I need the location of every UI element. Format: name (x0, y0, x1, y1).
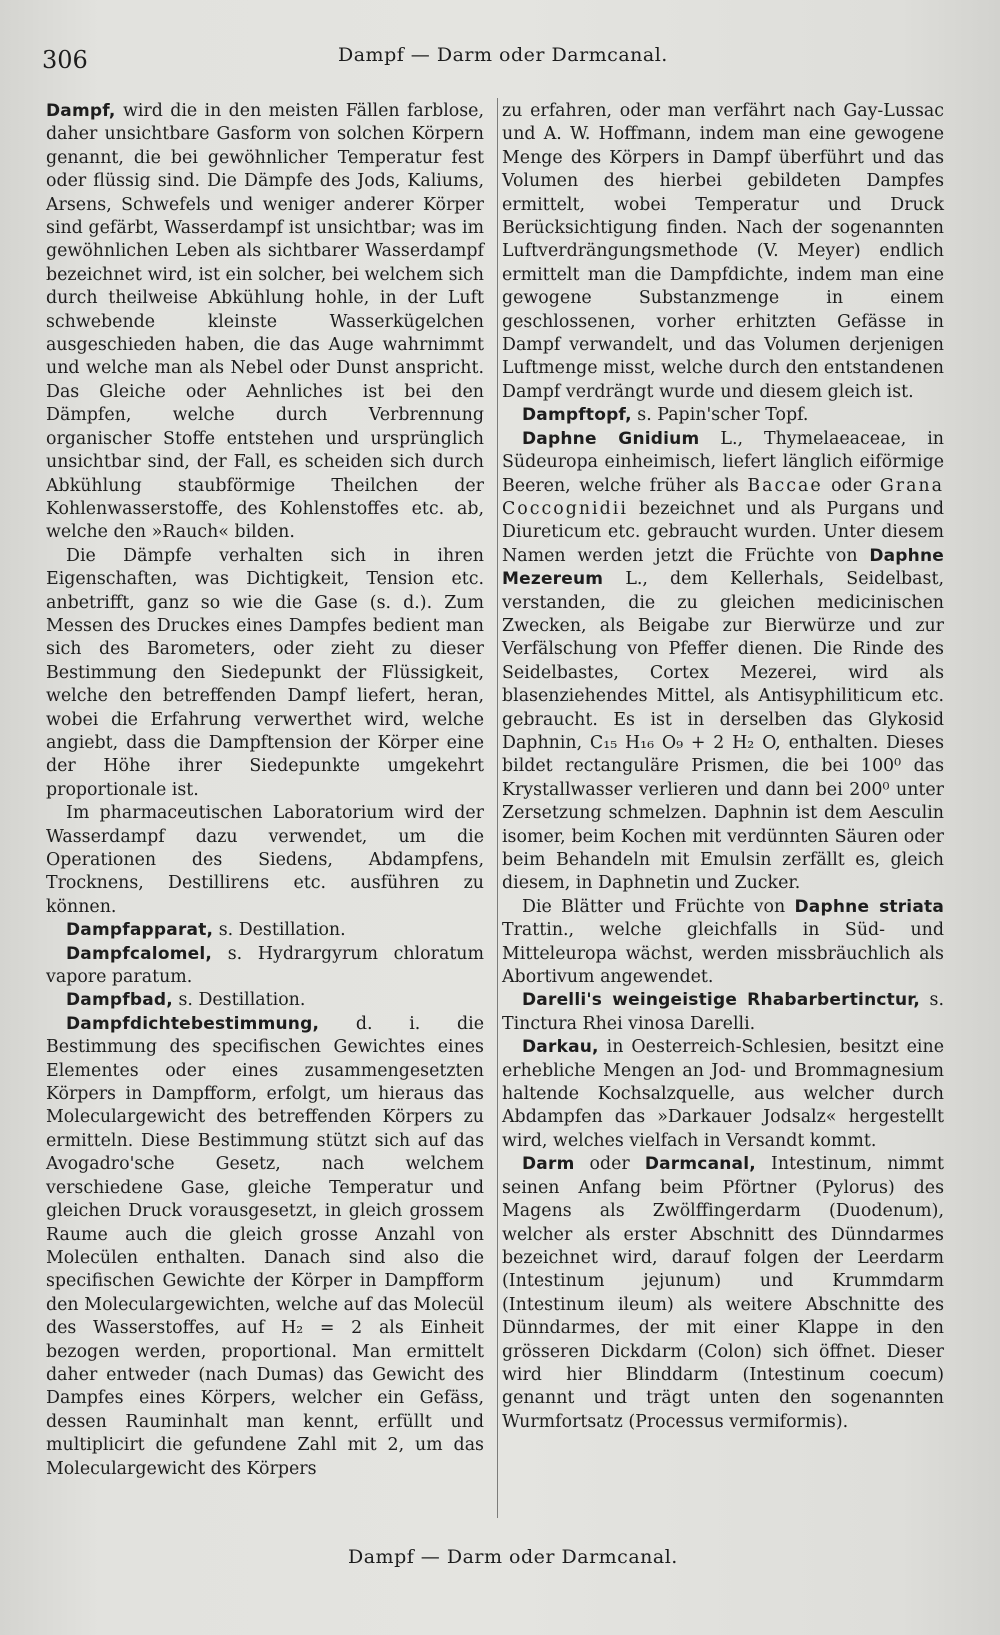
entry-text: s. Tinctura Rhei vinosa Darelli. (502, 990, 945, 1034)
entry-dampfcalomel (46, 943, 484, 990)
headword: Daphne striata (794, 896, 944, 917)
headword: Dampfbad, (66, 990, 173, 1011)
headword: Dampf, (46, 101, 116, 121)
headword: Daphne Gnidium (522, 428, 700, 449)
entry-daphne-gnidium (502, 428, 944, 896)
entry-dampfbad (46, 989, 484, 1012)
page-number: 306 (42, 46, 88, 74)
paragraph: Die Dämpfe verhalten sich in ihren Eigenschaften, was Dichtigkeit, Tension etc. anbetrifft, ganz so wie die Gase (s. d.). Zum Messen des Druckes eines Dampfes bedient man sich des Barometers, oder zieht zu dieser Bestimmung den Siedepunkt der Flüssigkeit, welche den betreffenden Dampf liefert, heran, wobei die Erfahrung verwerthet wird, welche angiebt, dass die Dampftension der Körper eine der Höhe ihrer Siedepunkte umgekehrt proportionale ist. (46, 545, 484, 800)
headword: Darkau, (522, 1037, 599, 1058)
spaced-term: Baccae (747, 475, 823, 496)
entry-darm (502, 1153, 944, 1434)
right-column (502, 100, 944, 1434)
entry-text: oder (574, 1154, 645, 1175)
headword: Darelli's weingeistige Rhabarbertinctur, (522, 990, 921, 1011)
headword: Dampfdichtebestimmung, (66, 1013, 320, 1034)
entry-text: oder (822, 475, 880, 496)
entry-text: s. Papin'scher Topf. (631, 405, 809, 426)
entry-dampfapparat (46, 919, 484, 942)
entry-dampf (46, 100, 484, 545)
running-head: Dampf — Darm oder Darmcanal. (338, 44, 668, 66)
entry-text: Die Blätter und Früchte von (522, 896, 795, 917)
entry-text: s. Hydrargyrum chloratum vapore paratum. (46, 943, 484, 988)
headword: Darmcanal, (644, 1154, 756, 1175)
entry-dampftopf (502, 404, 944, 427)
entry-text: L., Thymelaeaceae, in Südeuropa einheimisch, liefert länglich eiförmige Beeren, welche früher als (502, 428, 944, 496)
headword: Dampftopf, (522, 405, 632, 426)
paragraph: zu erfahren, oder man verfährt nach Gay-Lussac und A. W. Hoffmann, indem man eine gewogene Menge des Körpers in Dampf überführt und das Volumen des hierbei gebildeten Dampfes ermittelt, wobei Temperatur und Druck Berücksichtigung finden. Nach der sogenannten Luftverdrängungsmethode (V. Meyer) endlich ermittelt man die Dampfdichte, indem man eine gewogene Substanzmenge in einem geschlossenen, vorher erhitzten Gefässe in Dampf verwandelt, und das Volumen derjenigen Luftmenge misst, welche durch den entstandenen Dampf verdrängt wurde und diesem gleich ist. (502, 101, 944, 402)
running-foot: Dampf — Darm oder Darmcanal. (348, 1546, 678, 1568)
entry-text: bezeichnet und als Purgans und Diureticum etc. gebraucht wurden. Unter diesem Namen werden jetzt die Früchte von (502, 498, 944, 566)
entry-darelli (502, 989, 944, 1036)
headword: Dampfapparat, (66, 920, 214, 941)
entry-daphne-striata (502, 896, 944, 990)
entry-text: s. Destillation. (172, 990, 306, 1011)
entry-text: wird die in den meisten Fällen farblose, daher unsichtbare Gasform von solchen Körpern genannt, die bei gewöhnlicher Temperatur fest oder flüssig sind. Die Dämpfe des Jods, Kaliums, Arsens, Schwefels und weniger anderer Körper sind gefärbt, Wasserdampf ist unsichtbar; was im gewöhnlichen Leben als sichtbarer Wasserdampf bezeichnet wird, ist ein solcher, bei welchem sich durch theilweise Abkühlung hohle, in der Luft schwebende kleinste Wasserkügelchen ausgeschieden haben, die das Auge wahrnimmt und welche man als Nebel oder Dunst anspricht. Das Gleiche oder Aehnliches ist bei den Dämpfen, welche durch Verbrennung organischer Stoffe entstehen und ursprünglich unsichtbar sind, der Fall, es scheiden sich durch Abkühlung staubförmige Theilchen der Kohlenwasserstoffe, des Kohlenstoffes etc. ab, welche den »Rauch« bilden. (46, 101, 484, 543)
paragraph: Im pharmaceutischen Laboratorium wird der Wasserdampf dazu verwendet, um die Operationen des Siedens, Abdampfens, Trocknens, Destillirens etc. ausführen zu können. (46, 803, 484, 917)
headword: Darm (522, 1154, 575, 1175)
headword: Daphne Mezereum (502, 545, 944, 590)
headword: Dampfcalomel, (66, 943, 213, 964)
entry-dampfdichtebestimmung (46, 1013, 484, 1481)
entry-text: L., dem Kellerhals, Seidelbast, verstanden, die zu gleichen medicinischen Zwecken, als Beigabe zur Bierwürze und zur Verfälschung von Pfeffer dienen. Die Rinde des Seidelbastes, Cortex Mezerei, wird als blasenziehendes Mittel, als Antisyphiliticum etc. gebraucht. Es ist in derselben das Glykosid Daphnin, C₁₅ H₁₆ O₉ + 2 H₂ O, enthalten. Dieses bildet rectanguläre Prismen, die bei 100⁰ das Krystallwasser verlieren und dann bei 200⁰ unter Zersetzung schmelzen. Daphnin ist dem Aesculin isomer, beim Kochen mit verdünnten Säuren oder beim Behandeln mit Emulsin zerfällt es, gleich diesem, in Daphnetin und Zucker. (502, 569, 944, 894)
spaced-term: Grana Coccognidii (502, 475, 945, 519)
entry-darkau (502, 1036, 944, 1153)
entry-text: Intestinum, nimmt seinen Anfang beim Pförtner (Pylorus) des Magens als Zwölffingerdarm (Duodenum), welcher als erster Abschnitt des Dünndarmes bezeichnet wird, darauf folgen der Leerdarm (Intestinum jejunum) und Krummdarm (Intestinum ileum) als weitere Abschnitte des Dünndarmes, der mit einer Klappe in den grösseren Dickdarm (Colon) sich öffnet. Dieser wird hier Blinddarm (Intestinum coecum) genannt und trägt unten den sogenannten Wurmfortsatz (Processus vermiformis). (502, 1154, 944, 1432)
column-divider (497, 98, 498, 1518)
entry-text: in Oesterreich-Schlesien, besitzt eine erhebliche Mengen an Jod- und Brommagnesium haltende Kochsalzquelle, aus welcher durch Abdampfen das »Darkauer Jodsalz« hergestellt wird, welches vielfach in Versandt kommt. (502, 1037, 944, 1151)
entry-text: d. i. die Bestimmung des specifischen Gewichtes eines Elementes oder eines zusammengesetzten Körpers in Dampfform, erfolgt, um hieraus das Moleculargewicht des betreffenden Körpers zu ermitteln. Diese Bestimmung stützt sich auf das Avogadro'sche Gesetz, nach welchem verschiedene Gase, gleiche Temperatur und gleichen Druck vorausgesetzt, in gleich grossem Raume auch die gleich grosse Anzahl von Molecülen enthalten. Danach sind also die specifischen Gewichte der Körper in Dampfform den Moleculargewichten, welche auf das Molecül des Wasserstoffes, auf H₂ = 2 als Einheit bezogen werden, proportional. Man ermittelt daher entweder (nach Dumas) das Gewicht des Dampfes eines Körpers, welcher ein Gefäss, dessen Rauminhalt man kennt, erfüllt und multiplicirt die gefundene Zahl mit 2, um das Moleculargewicht des Körpers (46, 1013, 484, 1479)
entry-text: Trattin., welche gleichfalls in Süd- und Mitteleuropa wächst, werden missbräuchlich als Abortivum angewendet. (502, 920, 944, 988)
left-column (46, 100, 484, 1481)
entry-text: s. Destillation. (213, 920, 346, 941)
